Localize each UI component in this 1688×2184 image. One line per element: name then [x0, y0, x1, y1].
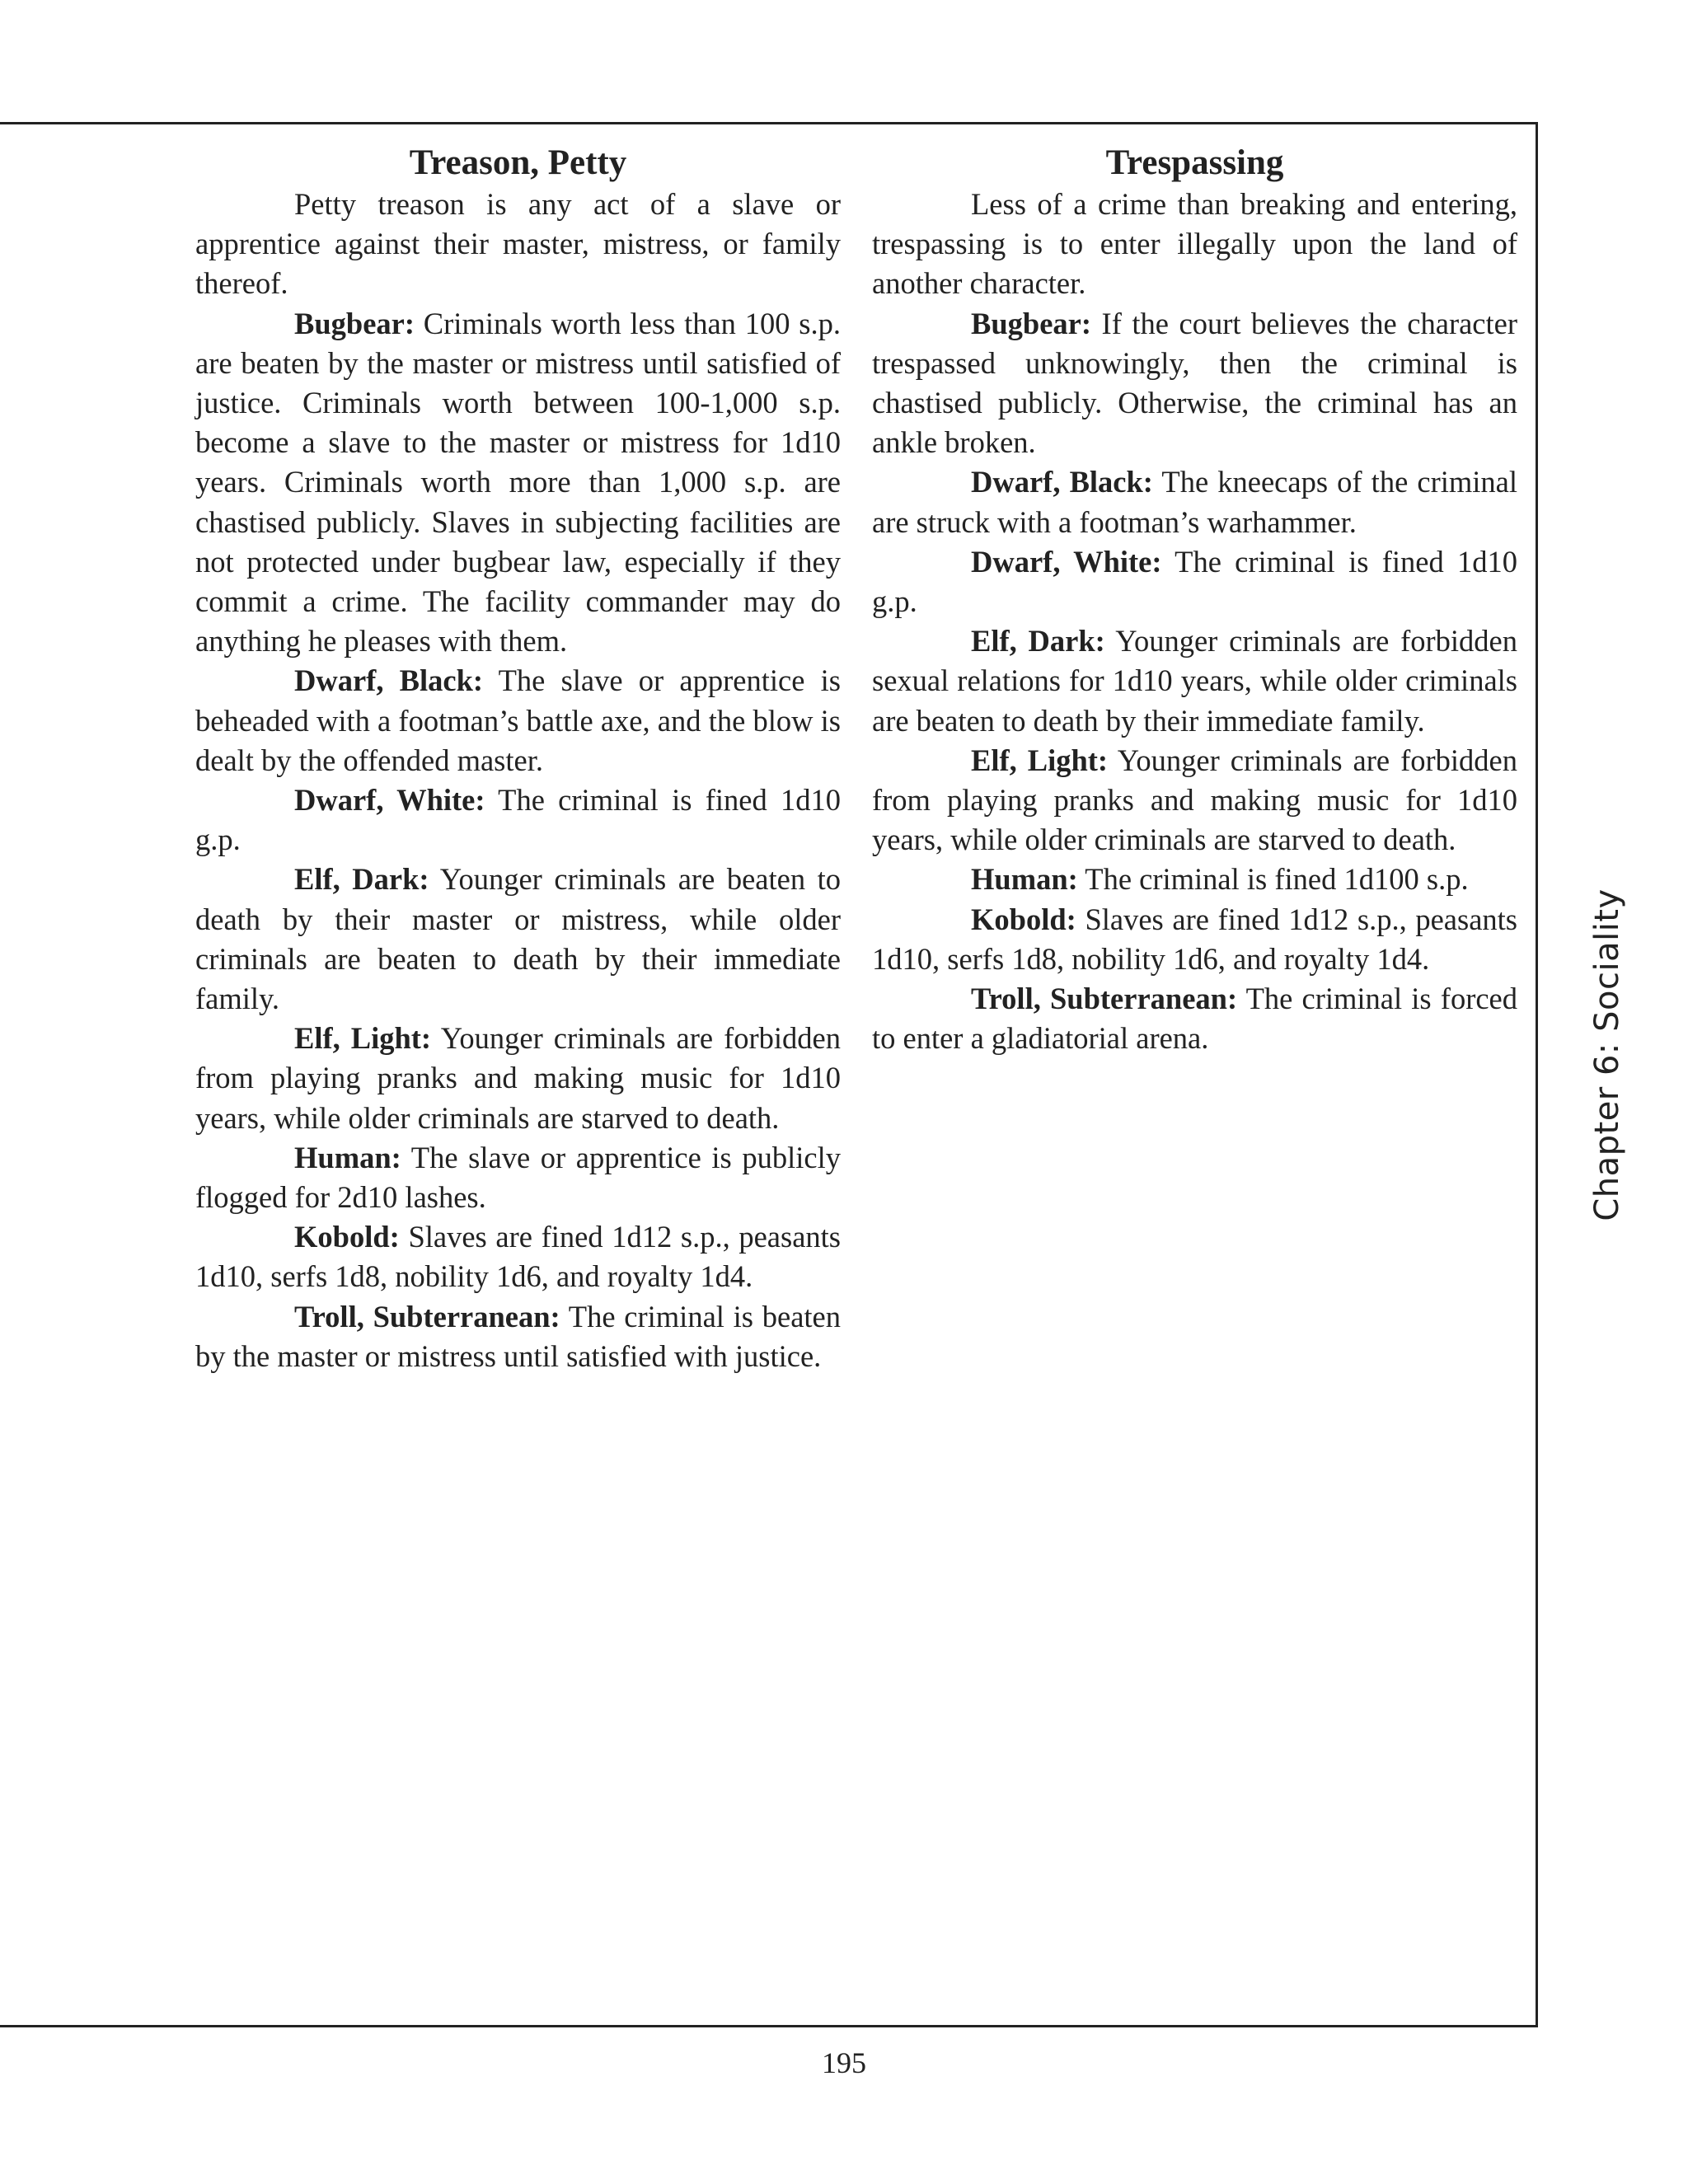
- entry-human: [195, 1138, 841, 1217]
- entry-label: Dwarf, Black:: [294, 663, 484, 698]
- entry-label: Troll, Subterranean:: [294, 1299, 560, 1333]
- section-title-trespassing: Trespassing: [1105, 143, 1284, 182]
- entry-text: The slave or apprentice is publicly flogged for 2d10 lashes.: [195, 1140, 841, 1215]
- entry-elf-light: [872, 741, 1517, 860]
- entry-label: Human:: [294, 1140, 401, 1174]
- chapter-label: Chapter 6: Sociality: [1588, 888, 1626, 1221]
- entry-label: Troll, Subterranean:: [971, 982, 1238, 1016]
- entry-bugbear: [195, 304, 841, 662]
- entry-elf-dark: [195, 860, 841, 1019]
- column-treason-petty: [195, 138, 841, 1376]
- column-trespassing: [872, 138, 1517, 1058]
- entry-label: Bugbear:: [294, 306, 415, 340]
- entry-text: The criminal is forced to enter a gladiatorial arena.: [872, 982, 1517, 1056]
- entry-text: Slaves are fined 1d12 s.p., peasants 1d10, serfs 1d8, nobility 1d6, and royalty 1d4.: [872, 902, 1517, 976]
- entry-text: The criminal is beaten by the master or mistress until satisfied with justice.: [195, 1299, 841, 1373]
- entry-label: Dwarf, White:: [971, 544, 1162, 579]
- entry-human: [872, 860, 1517, 899]
- entry-elf-light: [195, 1019, 841, 1138]
- entry-label: Elf, Dark:: [971, 624, 1105, 658]
- entry-label: Kobold:: [971, 902, 1076, 936]
- page-number: 195: [822, 2046, 866, 2079]
- entry-dwarf-white: [195, 780, 841, 860]
- entry-text: Younger criminals are beaten to death by their master or mistress, while older criminals are beaten to death by their immediate family.: [195, 862, 842, 1016]
- entry-label: Human:: [971, 862, 1078, 897]
- entry-text: The criminal is fined 1d100 s.p.: [1077, 862, 1469, 897]
- entry-text: Younger criminals are forbidden from playing pranks and making music for 1d10 years, while older criminals are starved to death.: [872, 743, 1517, 857]
- entry-label: Elf, Dark:: [294, 862, 429, 897]
- intro-paragraph: Less of a crime than breaking and entering, trespassing is to enter illegally upon the land of another character.: [872, 187, 1517, 301]
- entry-label: Dwarf, Black:: [971, 465, 1153, 499]
- entry-text: The criminal is fined 1d10 g.p.: [872, 544, 1517, 619]
- entry-kobold: [195, 1217, 841, 1296]
- entry-text: Younger criminals are forbidden from playing pranks and making music for 1d10 years, while older criminals are starved to death.: [195, 1021, 841, 1135]
- entry-dwarf-white: [872, 542, 1517, 621]
- entry-text: The kneecaps of the criminal are struck with a footman’s warhammer.: [872, 465, 1517, 539]
- entry-text: The slave or apprentice is beheaded with a footman’s battle axe, and the blow is dealt by the offended master.: [195, 663, 841, 777]
- entry-text: The criminal is fined 1d10 g.p.: [195, 783, 841, 857]
- entry-label: Kobold:: [294, 1220, 400, 1254]
- entry-label: Elf, Light:: [971, 743, 1109, 777]
- entry-troll-subterranean: [872, 979, 1517, 1058]
- entry-text: Younger criminals are forbidden sexual relations for 1d10 years, while older criminals are beaten to death by their immediate family.: [872, 624, 1517, 738]
- intro-paragraph: Petty treason is any act of a slave or apprentice against their master, mistress, or family thereof.: [195, 187, 841, 301]
- entry-text: If the court believes the character trespassed unknowingly, then the criminal is chastised publicly. Otherwise, the criminal has an ankle broken.: [872, 306, 1517, 460]
- entry-label: Bugbear:: [971, 306, 1091, 340]
- entry-dwarf-black: [872, 462, 1517, 541]
- entry-dwarf-black: [195, 661, 841, 780]
- entry-label: Elf, Light:: [294, 1021, 432, 1056]
- entry-bugbear: [872, 304, 1517, 463]
- entry-text: Slaves are fined 1d12 s.p., peasants 1d10, serfs 1d8, nobility 1d6, and royalty 1d4.: [195, 1220, 841, 1294]
- section-title-treason-petty: Treason, Petty: [409, 143, 627, 182]
- entry-troll-subterranean: [195, 1297, 841, 1376]
- entry-label: Dwarf, White:: [294, 783, 485, 818]
- entry-elf-dark: [872, 621, 1517, 741]
- entry-kobold: [872, 900, 1517, 979]
- entry-text: Criminals worth less than 100 s.p. are beaten by the master or mistress until satisfied of justice. Criminals worth between 100-1,000 s.p. become a slave to the master or mistress for 1d10 years. Criminals worth more than 1,000 s.p. are chastised publicly. Slaves in subjecting facilities are not protected under bugbear law, especially if they commit a crime. The facility commander may do anything he pleases with them.: [195, 306, 841, 658]
